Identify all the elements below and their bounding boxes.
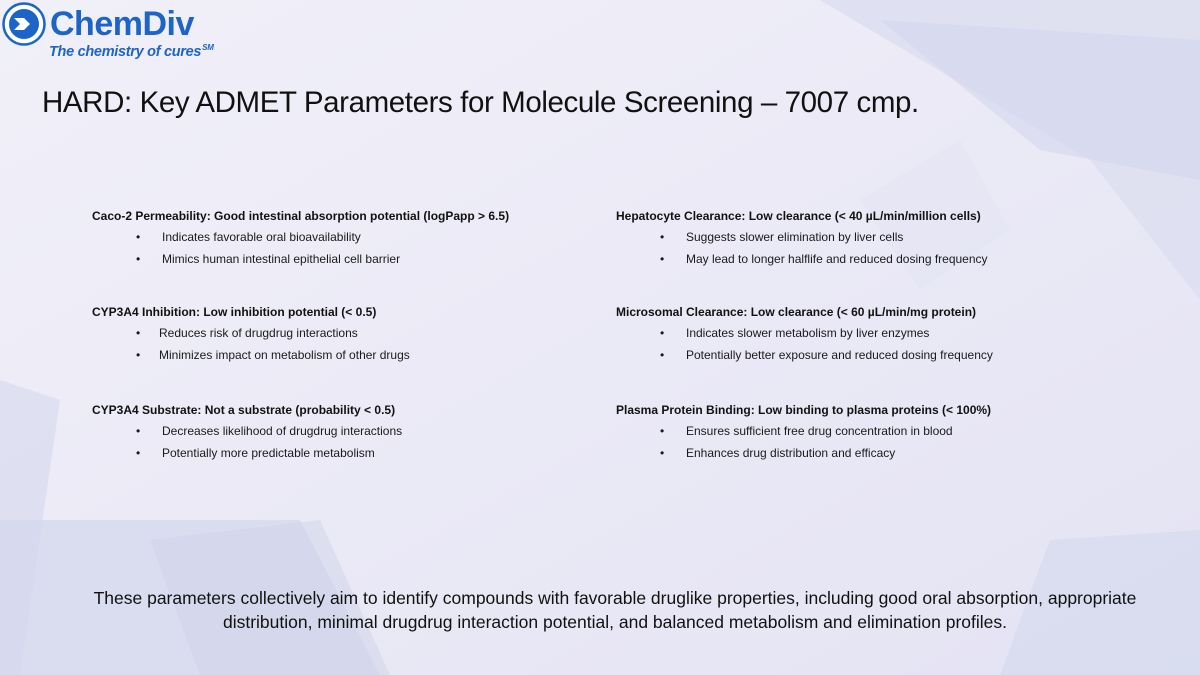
bullet-icon: • xyxy=(136,251,141,266)
list-item: • Potentially more predictable metabolism xyxy=(136,445,375,460)
list-item: • Reduces risk of drugdrug interactions xyxy=(136,326,358,340)
list-item: • Indicates slower metabolism by liver enzymes xyxy=(660,326,930,340)
list-item: • Mimics human intestinal epithelial cell barrier xyxy=(136,251,401,266)
list-item: • Enhances drug distribution and efficacy xyxy=(660,445,896,460)
bullet-icon: • xyxy=(660,230,665,244)
list-item: • Ensures sufficient free drug concentration in blood xyxy=(660,424,953,438)
param-heading: Microsomal Clearance: Low clearance (< 60 µL/min/mg protein) xyxy=(616,305,977,319)
list-item: • Minimizes impact on metabolism of other drugs xyxy=(136,347,410,362)
slide-title: HARD: Key ADMET Parameters for Molecule Screening – 7007 cmp. xyxy=(42,86,919,119)
bullet-icon: • xyxy=(136,230,141,244)
bullet-icon: • xyxy=(136,347,141,362)
param-cyp3a4-substrate xyxy=(92,402,632,466)
list-item: • May lead to longer halflife and reduced dosing frequency xyxy=(660,251,988,266)
bullet-icon: • xyxy=(660,424,665,438)
bullet-icon: • xyxy=(660,326,665,340)
logo-tagline: The chemistry of cures℠ xyxy=(49,43,214,60)
bullet-icon: • xyxy=(136,445,141,460)
list-item: • Potentially better exposure and reduced dosing frequency xyxy=(660,347,993,362)
param-plasma-protein-binding xyxy=(616,402,1156,466)
param-heading: Plasma Protein Binding: Low binding to plasma proteins (< 100%) xyxy=(616,403,992,417)
param-heading: Hepatocyte Clearance: Low clearance (< 40 µL/min/million cells) xyxy=(616,209,981,223)
service-mark: SM xyxy=(202,43,214,52)
chemdiv-logo[interactable] xyxy=(2,2,232,64)
bullet-icon: • xyxy=(660,347,665,362)
param-microsomal-clearance xyxy=(616,304,1156,368)
param-heading: CYP3A4 Substrate: Not a substrate (probability < 0.5) xyxy=(92,403,396,417)
summary-text: These parameters collectively aim to identify compounds with favorable druglike properties, including good oral absorption, appropriate distribution, minimal drugdrug interaction potential, and balanced metabolism and elimination profiles. xyxy=(93,588,1137,632)
param-heading: CYP3A4 Inhibition: Low inhibition potential (< 0.5) xyxy=(92,305,377,319)
param-heading: Caco-2 Permeability: Good intestinal absorption potential (logPapp > 6.5) xyxy=(92,209,510,223)
bullet-icon: • xyxy=(660,445,665,460)
chemdiv-logo-icon xyxy=(2,2,46,46)
param-caco2 xyxy=(92,208,632,272)
list-item: • Indicates favorable oral bioavailability xyxy=(136,230,361,244)
param-cyp3a4-inhibition xyxy=(92,304,632,368)
logo-name: ChemDiv xyxy=(50,5,194,43)
list-item: • Suggests slower elimination by liver cells xyxy=(660,230,904,244)
bullet-icon: • xyxy=(660,251,665,266)
list-item: • Decreases likelihood of drugdrug interactions xyxy=(136,424,403,438)
param-hepatocyte-clearance xyxy=(616,208,1156,272)
bullet-icon: • xyxy=(136,424,141,438)
bullet-icon: • xyxy=(136,326,141,340)
